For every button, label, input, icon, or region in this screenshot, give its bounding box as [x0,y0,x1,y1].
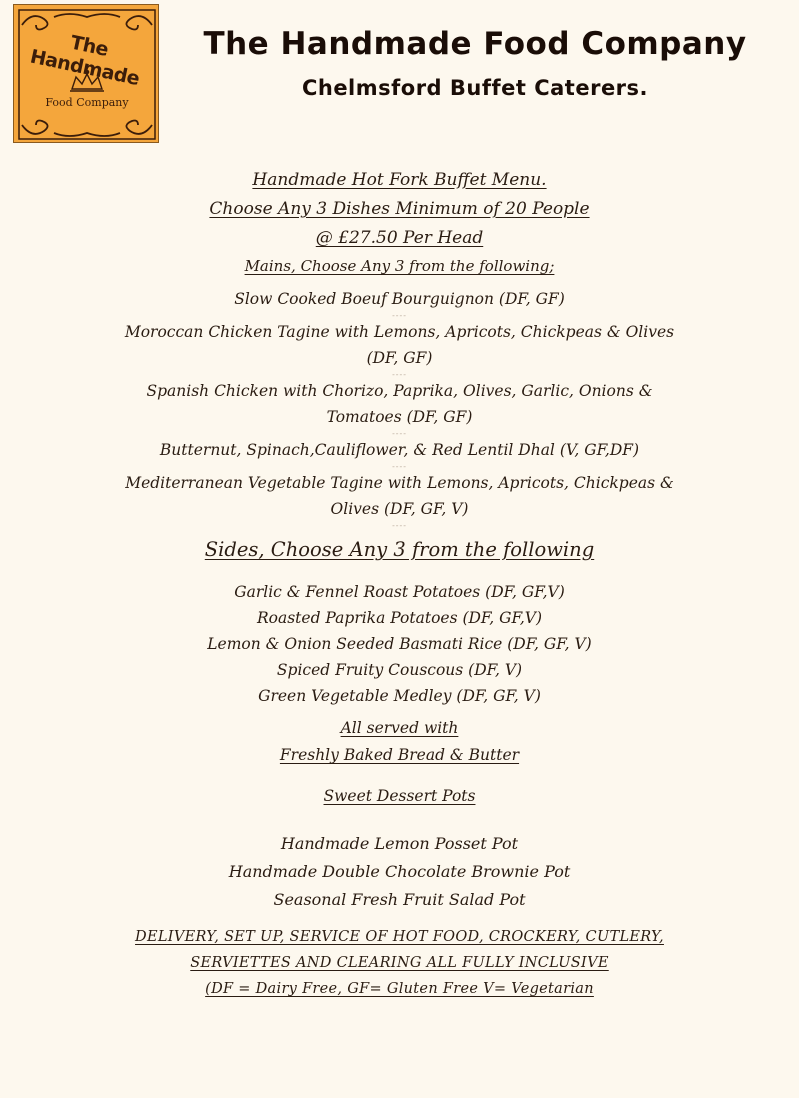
served-with-item: Freshly Baked Bread & Butter [279,746,520,764]
side-item: Green Vegetable Medley (DF, GF, V) [258,687,541,705]
main-item: Moroccan Chicken Tagine with Lemons, Apricots, Chickpeas & Olives [124,323,675,341]
menu-choose-line: Choose Any 3 Dishes Minimum of 20 People [209,199,590,219]
footer-inclusive-line1: DELIVERY, SET UP, SERVICE OF HOT FOOD, CROCKERY, CUTLERY, [135,929,664,945]
menu-price: @ £27.50 Per Head [315,228,484,248]
menu-body [40,166,759,1002]
footer-inclusive-line2: SERVIETTES AND CLEARING ALL FULLY INCLUSIVE [190,955,609,971]
served-with-heading: All served with [340,719,459,737]
menu-title: Handmade Hot Fork Buffet Menu. [252,170,547,190]
main-item: Mediterranean Vegetable Tagine with Lemons, Apricots, Chickpeas & [125,474,674,492]
side-item: Spiced Fruity Couscous (DF, V) [276,661,523,679]
main-item: Spanish Chicken with Chorizo, Paprika, Olives, Garlic, Onions & [146,382,653,400]
dessert-item: Seasonal Fresh Fruit Salad Pot [273,890,526,909]
logo-subtitle: Food Company [45,96,129,109]
dessert-list [40,830,759,914]
main-item: Slow Cooked Boeuf Bourguignon (DF, GF) [234,290,565,308]
separator: ---- [392,370,407,379]
main-item-cont: (DF, GF) [366,349,433,367]
footer-legend: (DF = Dairy Free, GF= Gluten Free V= Vegetarian [205,981,594,997]
company-logo [13,4,159,143]
main-item-cont: Tomatoes (DF, GF) [326,408,473,426]
company-name: The Handmade Food Company [203,26,747,62]
sides-list [40,579,759,709]
side-item: Lemon & Onion Seeded Basmati Rice (DF, GF, V) [207,635,592,653]
dessert-heading: Sweet Dessert Pots [323,787,476,805]
main-item: Butternut, Spinach,Cauliflower, & Red Lentil Dhal (V, GF,DF) [159,441,640,459]
side-item: Roasted Paprika Potatoes (DF, GF,V) [256,609,543,627]
separator: ---- [392,521,407,530]
separator: ---- [392,429,407,438]
sides-heading: Sides, Choose Any 3 from the following [204,538,595,561]
mains-heading: Mains, Choose Any 3 from the following; [244,257,555,275]
company-tagline: Chelmsford Buffet Caterers. [301,76,649,100]
dessert-item: Handmade Double Chocolate Brownie Pot [228,862,571,881]
separator: ---- [392,462,407,471]
mains-list [40,286,759,529]
separator: ---- [392,311,407,320]
main-item-cont: Olives (DF, GF, V) [330,500,469,518]
logo-title: The Handmade [28,31,142,91]
dessert-item: Handmade Lemon Posset Pot [280,834,519,853]
side-item: Garlic & Fennel Roast Potatoes (DF, GF,V) [234,583,565,601]
